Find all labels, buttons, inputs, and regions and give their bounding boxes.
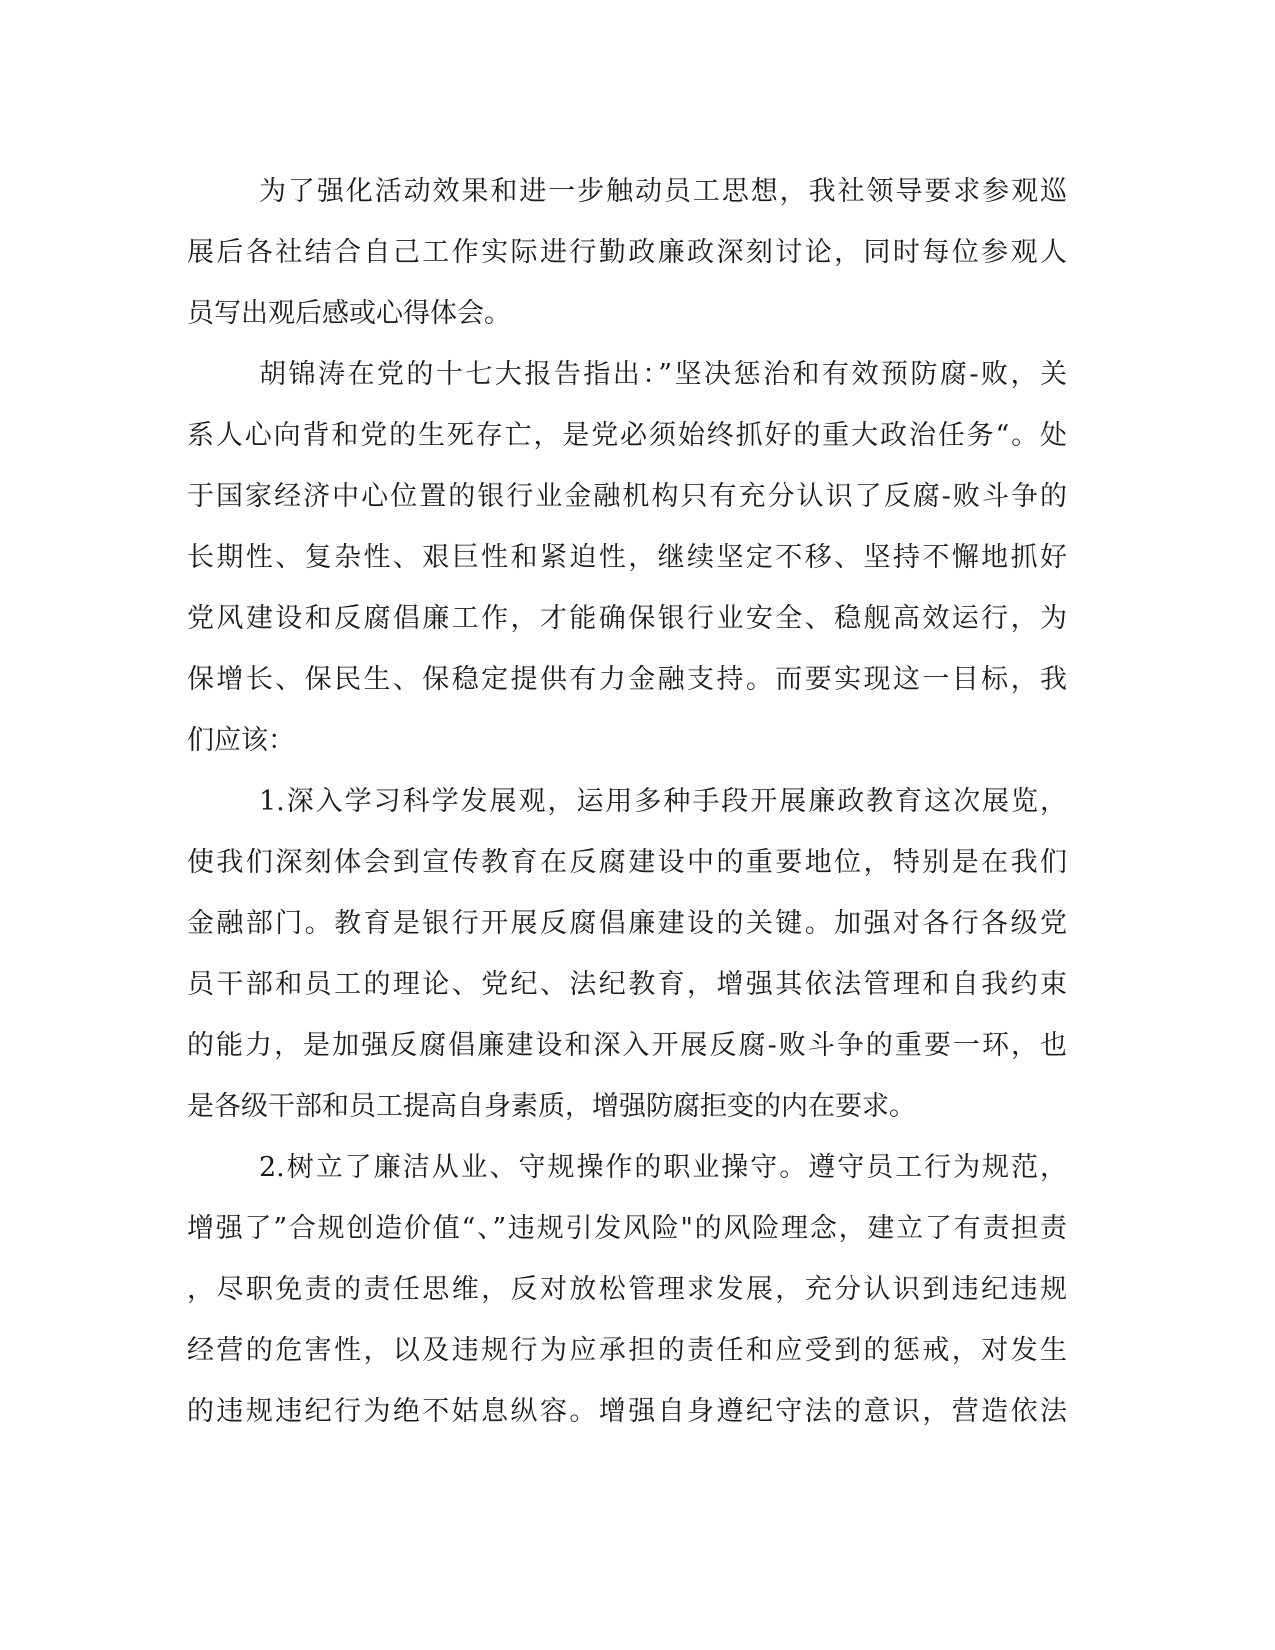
paragraph-3 — [187, 771, 1067, 1137]
paragraph-line: 使我们深刻体会到宣传教育在反腐建设中的重要地位，特别是在我们 — [187, 847, 1067, 878]
paragraph-line: 是各级干部和员工提高自身素质，增强防腐拒变的内在要求。 — [187, 1091, 916, 1122]
paragraph-line: 增强了”合规创造价值“、”违规引发风险"的风险理念，建立了有责担责 — [187, 1213, 1067, 1244]
paragraph-line: 们应该： — [187, 725, 295, 756]
paragraph-line: 长期性、复杂性、艰巨性和紧迫性，继续坚定不移、坚持不懈地抓好 — [187, 542, 1067, 573]
paragraph-line: 经营的危害性，以及违规行为应承担的责任和应受到的惩戒，对发生 — [187, 1335, 1067, 1366]
paragraph-line: 的能力，是加强反腐倡廉建设和深入开展反腐-败斗争的重要一环，也 — [187, 1030, 1067, 1061]
paragraph-line: 系人心向背和党的生死存亡，是党必须始终抓好的重大政治任务“。处 — [187, 420, 1067, 451]
paragraph-1 — [187, 161, 1067, 344]
paragraph-line: 于国家经济中心位置的银行业金融机构只有充分认识了反腐-败斗争的 — [187, 481, 1067, 512]
paragraph-4 — [187, 1137, 1067, 1442]
paragraph-line: 为了强化活动效果和进一步触动员工思想，我社领导要求参观巡 — [259, 176, 1067, 207]
paragraph-line: 员干部和员工的理论、党纪、法纪教育，增强其依法管理和自我约束 — [187, 969, 1067, 1000]
paragraph-line: 金融部门。教育是银行开展反腐倡廉建设的关键。加强对各行各级党 — [187, 908, 1067, 939]
paragraph-line: 保增长、保民生、保稳定提供有力金融支持。而要实现这一目标，我 — [187, 664, 1067, 695]
paragraph-line: 党风建设和反腐倡廉工作，才能确保银行业安全、稳舰高效运行，为 — [187, 603, 1067, 634]
paragraph-line: 员写出观后感或心得体会。 — [187, 298, 511, 329]
paragraph-line: 胡锦涛在党的十七大报告指出：”坚决惩治和有效预防腐-败，关 — [259, 359, 1067, 390]
paragraph-line: ，尽职免责的责任思维，反对放松管理求发展，充分认识到违纪违规 — [187, 1274, 1067, 1305]
paragraph-line: 2.树立了廉洁从业、守规操作的职业操守。遵守员工行为规范， — [259, 1152, 1067, 1183]
paragraph-line: 展后各社结合自己工作实际进行勤政廉政深刻讨论，同时每位参观人 — [187, 237, 1067, 268]
document-body — [187, 161, 1067, 1442]
paragraph-line: 1.深入学习科学发展观，运用多种手段开展廉政教育这次展览， — [259, 786, 1067, 817]
paragraph-2 — [187, 344, 1067, 771]
paragraph-line: 的违规违纪行为绝不姑息纵容。增强自身遵纪守法的意识，营造依法 — [187, 1396, 1067, 1427]
